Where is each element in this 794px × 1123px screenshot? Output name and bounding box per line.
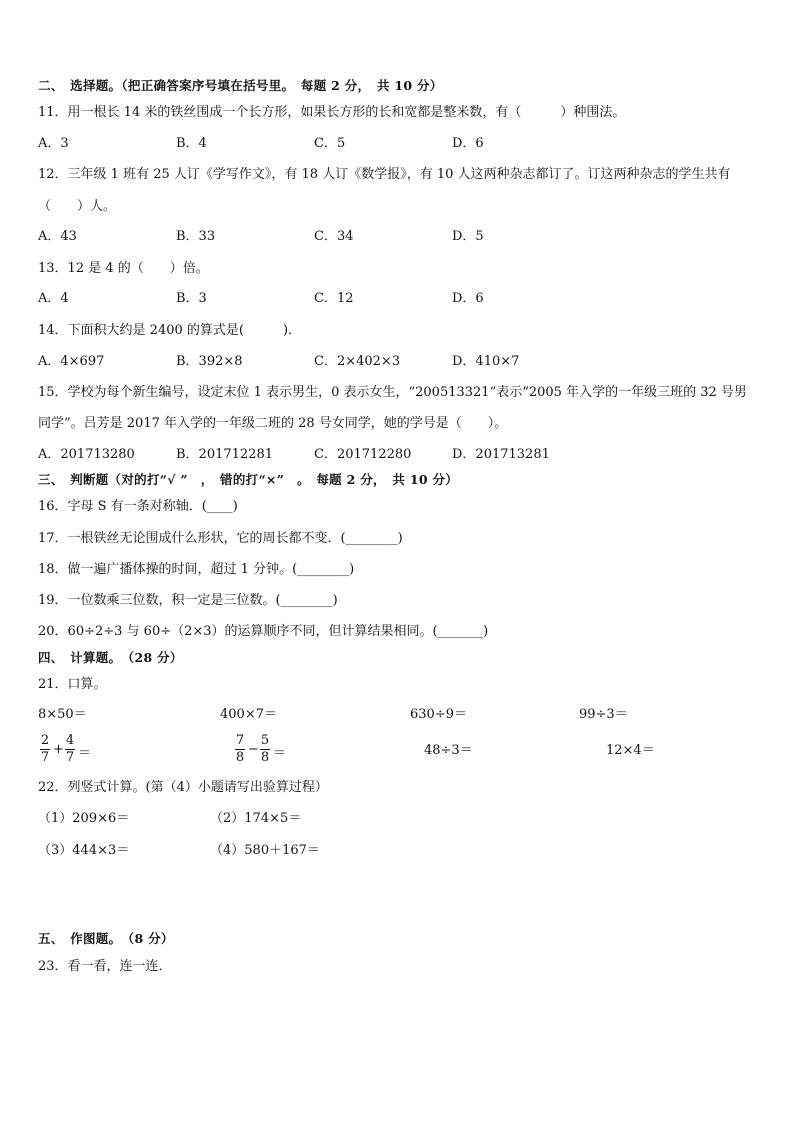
question-20: 20．60÷2÷3 与 60÷（2×3）的运算顺序不同，但计算结果相同。(_______) bbox=[38, 624, 489, 639]
question-13: 13．12 是 4 的（ ）倍。 bbox=[38, 261, 209, 276]
option-c: C．34 bbox=[314, 229, 354, 244]
option-b: B．33 bbox=[176, 229, 216, 244]
vertical-calc-4: （4）580＋167＝ bbox=[210, 843, 320, 858]
question-19: 19．一位数乘三位数，积一定是三位数。(________) bbox=[38, 593, 338, 608]
oral-calc-2: 400×7＝ bbox=[220, 707, 277, 722]
option-a: A．3 bbox=[38, 136, 69, 151]
question-21: 21．口算。 bbox=[38, 677, 107, 692]
option-a: A．4×697 bbox=[38, 354, 105, 369]
option-b: B．392×8 bbox=[176, 354, 243, 369]
option-d: D．201713281 bbox=[452, 447, 550, 462]
oral-calc-7: 48÷3＝ bbox=[424, 743, 473, 758]
question-17: 17．一根铁丝无论围成什么形状，它的周长都不变．(________) bbox=[38, 531, 403, 546]
question-18: 18．做一遍广播体操的时间，超过 1 分钟。(________) bbox=[38, 562, 355, 577]
option-c: C．12 bbox=[314, 291, 354, 306]
question-16: 16．字母 S 有一条对称轴．(____) bbox=[38, 499, 238, 514]
question-15-line2: 同学”。吕芳是 2017 年入学的一年级二班的 28 号女同学，她的学号是（ ）。 bbox=[38, 416, 508, 431]
option-c: C．2×402×3 bbox=[314, 354, 401, 369]
vertical-calc-3: （3）444×3＝ bbox=[38, 843, 130, 858]
question-12-line1: 12．三年级 1 班有 25 人订《学写作文》，有 18 人订《数学报》，有 10 人这两种杂志都订了。订这两种杂志的学生共有 bbox=[38, 167, 731, 182]
option-d: D．5 bbox=[452, 229, 484, 244]
option-a: A．4 bbox=[38, 291, 69, 306]
fraction: 2 7 bbox=[40, 733, 50, 765]
question-14-options bbox=[38, 353, 758, 371]
fraction-expression-1: 2 7 + 4 7 ＝ bbox=[40, 733, 92, 765]
vertical-calc-2: （2）174×5＝ bbox=[210, 811, 302, 826]
question-13-options bbox=[38, 290, 758, 308]
option-a: A．201713280 bbox=[38, 447, 135, 462]
section-2-heading: 二、 选择题。（把正确答案序号填在括号里。 每题 2 分， 共 10 分） bbox=[38, 78, 443, 93]
option-d: D．410×7 bbox=[452, 354, 520, 369]
question-11: 11．用一根长 14 米的铁丝围成一个长方形，如果长方形的长和宽都是整米数，有（ ）种围法。 bbox=[38, 105, 626, 120]
fraction: 5 8 bbox=[260, 733, 270, 765]
fraction-expression-2: 7 8 − 5 8 ＝ bbox=[235, 733, 287, 765]
option-d: D．6 bbox=[452, 136, 484, 151]
option-d: D．6 bbox=[452, 291, 484, 306]
option-c: C．5 bbox=[314, 136, 346, 151]
section-3-heading: 三、 判断题（对的打“√ ” ， 错的打“×” 。 每题 2 分， 共 10 分） bbox=[38, 472, 459, 487]
fraction: 4 7 bbox=[65, 733, 75, 765]
section-5-heading: 五、 作图题。 （8 分） bbox=[38, 931, 174, 946]
question-15-line1: 15．学校为每个新生编号，设定末位 1 表示男生，0 表示女生，“200513321”表示“2005 年入学的一年级三班的 32 号男 bbox=[38, 385, 747, 400]
question-23: 23．看一看，连一连． bbox=[38, 959, 172, 974]
fraction: 7 8 bbox=[235, 733, 245, 765]
option-a: A．43 bbox=[38, 229, 77, 244]
oral-calc-4: 99÷3＝ bbox=[579, 707, 628, 722]
oral-calc-1: 8×50＝ bbox=[38, 707, 87, 722]
option-b: B．201712281 bbox=[176, 447, 273, 462]
oral-calc-8: 12×4＝ bbox=[606, 743, 655, 758]
section-4-heading: 四、 计算题。 （28 分） bbox=[38, 650, 183, 665]
vertical-calc-1: （1）209×6＝ bbox=[38, 811, 130, 826]
question-22: 22．列竖式计算。(第（4）小题请写出验算过程） bbox=[38, 780, 328, 795]
option-c: C．201712280 bbox=[314, 447, 412, 462]
question-14: 14．下面积大约是 2400 的算式是( )． bbox=[38, 323, 302, 338]
option-b: B．3 bbox=[176, 291, 207, 306]
option-b: B．4 bbox=[176, 136, 207, 151]
question-15-options bbox=[38, 446, 758, 464]
question-12-options bbox=[38, 228, 758, 246]
question-12-line2: （ ）人。 bbox=[38, 199, 117, 214]
oral-calc-3: 630÷9＝ bbox=[410, 707, 467, 722]
question-11-options bbox=[38, 135, 758, 153]
